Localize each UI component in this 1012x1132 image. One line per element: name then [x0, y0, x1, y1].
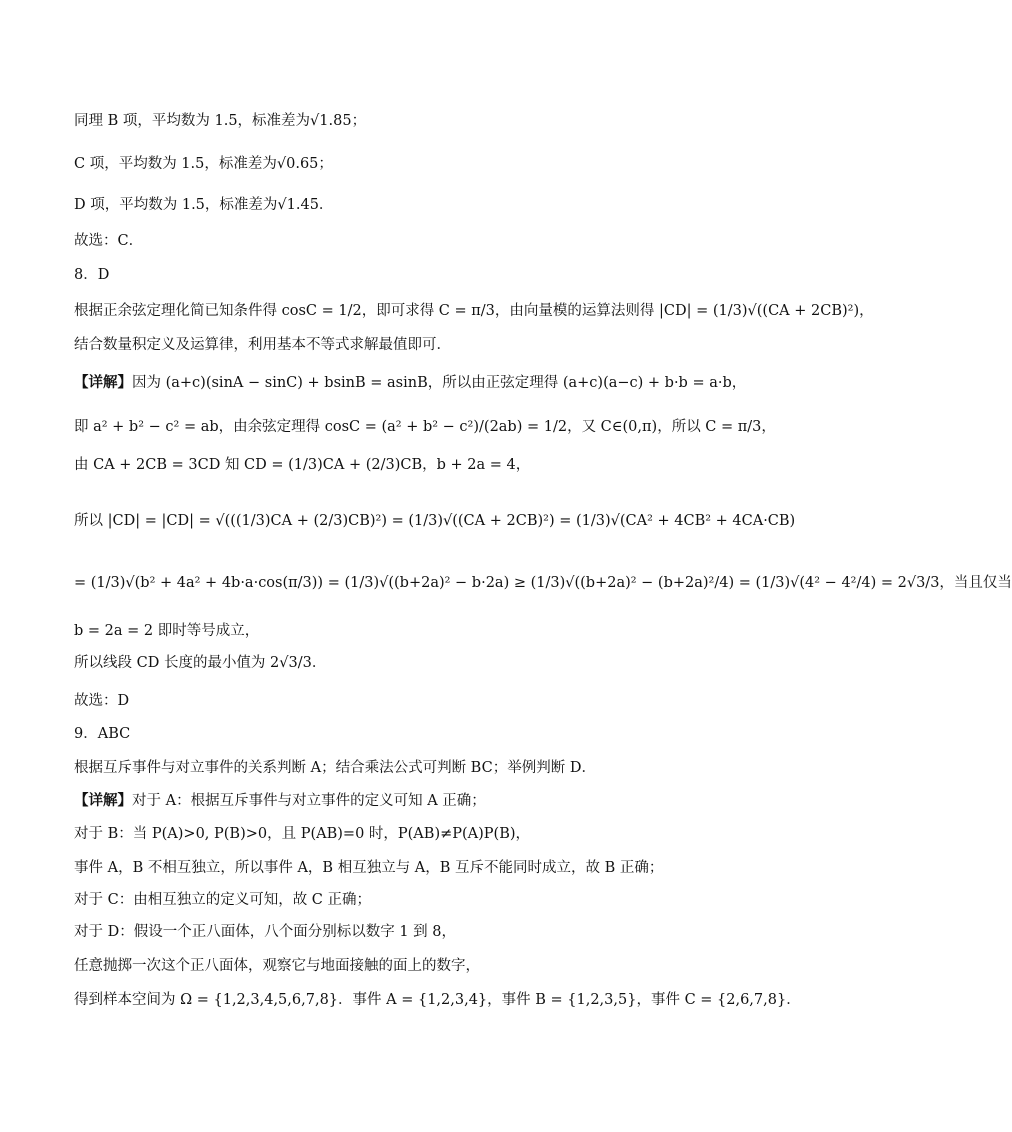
q8-detail-line-3: 由 CA + 2CB = 3CD 知 CD = (1/3)CA + (2/3)CB，b + 2a = 4， [74, 457, 531, 473]
q8-detail-line-2: 即 a² + b² − c² = ab，由余弦定理得 cosC = (a² + b² − c²)/(2ab) = 1/2，又 C∈(0,π)，所以 C = π/3， [74, 419, 776, 435]
q9-detail-d-3: 得到样本空间为 Ω = {1,2,3,4,5,6,7,8}．事件 A = {1,2,3,4}，事件 B = {1,2,3,5}，事件 C = {2,6,7,8}． [74, 992, 801, 1008]
text-line-c-option: C 项，平均数为 1.5，标准差为√0.65； [74, 156, 333, 172]
q9-detail-c: 对于 C：由相互独立的定义可知，故 C 正确； [74, 892, 372, 908]
text-line-b-option: 同理 B 项，平均数为 1.5，标准差为√1.85； [74, 113, 367, 129]
question-9-answer: 9．ABC [74, 726, 131, 742]
question-8-answer: 8．D [74, 267, 110, 283]
q8-analysis-line-2: 结合数量积定义及运算律，利用基本不等式求解最值即可． [74, 337, 451, 353]
q8-detail-line-1: 【详解】因为 (a+c)(sinA − sinC) + bsinB = asinB，所以由正弦定理得 (a+c)(a−c) + b·b = a·b， [74, 374, 747, 391]
q9-detail-b-1: 对于 B：当 P(A)>0, P(B)>0，且 P(AB)=0 时，P(AB)≠P(A)P(B)， [74, 826, 531, 842]
q8-detail-line-4: 所以 |CD| = |CD| = √(((1/3)CA + (2/3)CB)²) = (1/3)√((CA + 2CB)²) = (1/3)√(CA² + 4CB² + 4CA·CB) [74, 513, 796, 529]
q8-detail-line-5: = (1/3)√(b² + 4a² + 4b·a·cos(π/3)) = (1/3)√((b+2a)² − b·2a) ≥ (1/3)√((b+2a)² − (b+2a)²/4) = (1/3)√(4² − 4²/4) = 2√3/3，当且仅当 [74, 575, 1012, 591]
q8-detail-line-7: 所以线段 CD 长度的最小值为 2√3/3． [74, 655, 327, 671]
answer-line-7: 故选：C． [74, 233, 144, 249]
q9-detail-d-1: 对于 D：假设一个正八面体，八个面分别标以数字 1 到 8， [74, 924, 457, 940]
q9-analysis-line: 根据互斥事件与对立事件的关系判断 A；结合乘法公式可判断 BC；举例判断 D． [74, 760, 596, 776]
q9-detail-b-2: 事件 A，B 不相互独立，所以事件 A，B 相互独立与 A，B 互斥不能同时成立，故 B 正确； [74, 860, 664, 876]
answer-line-8: 故选：D [74, 693, 130, 709]
q9-detail-d-2: 任意抛掷一次这个正八面体，观察它与地面接触的面上的数字， [74, 958, 480, 974]
q8-analysis-line-1: 根据正余弦定理化简已知条件得 cosC = 1/2，即可求得 C = π/3，由向量模的运算法则得 |CD| = (1/3)√((CA + 2CB)²)， [74, 303, 874, 319]
q8-detail-line-6: b = 2a = 2 即时等号成立， [74, 623, 260, 639]
text-line-d-option: D 项，平均数为 1.5，标准差为√1.45． [74, 197, 334, 213]
q9-detail-a: 【详解】对于 A：根据互斥事件与对立事件的定义可知 A 正确； [74, 792, 486, 809]
